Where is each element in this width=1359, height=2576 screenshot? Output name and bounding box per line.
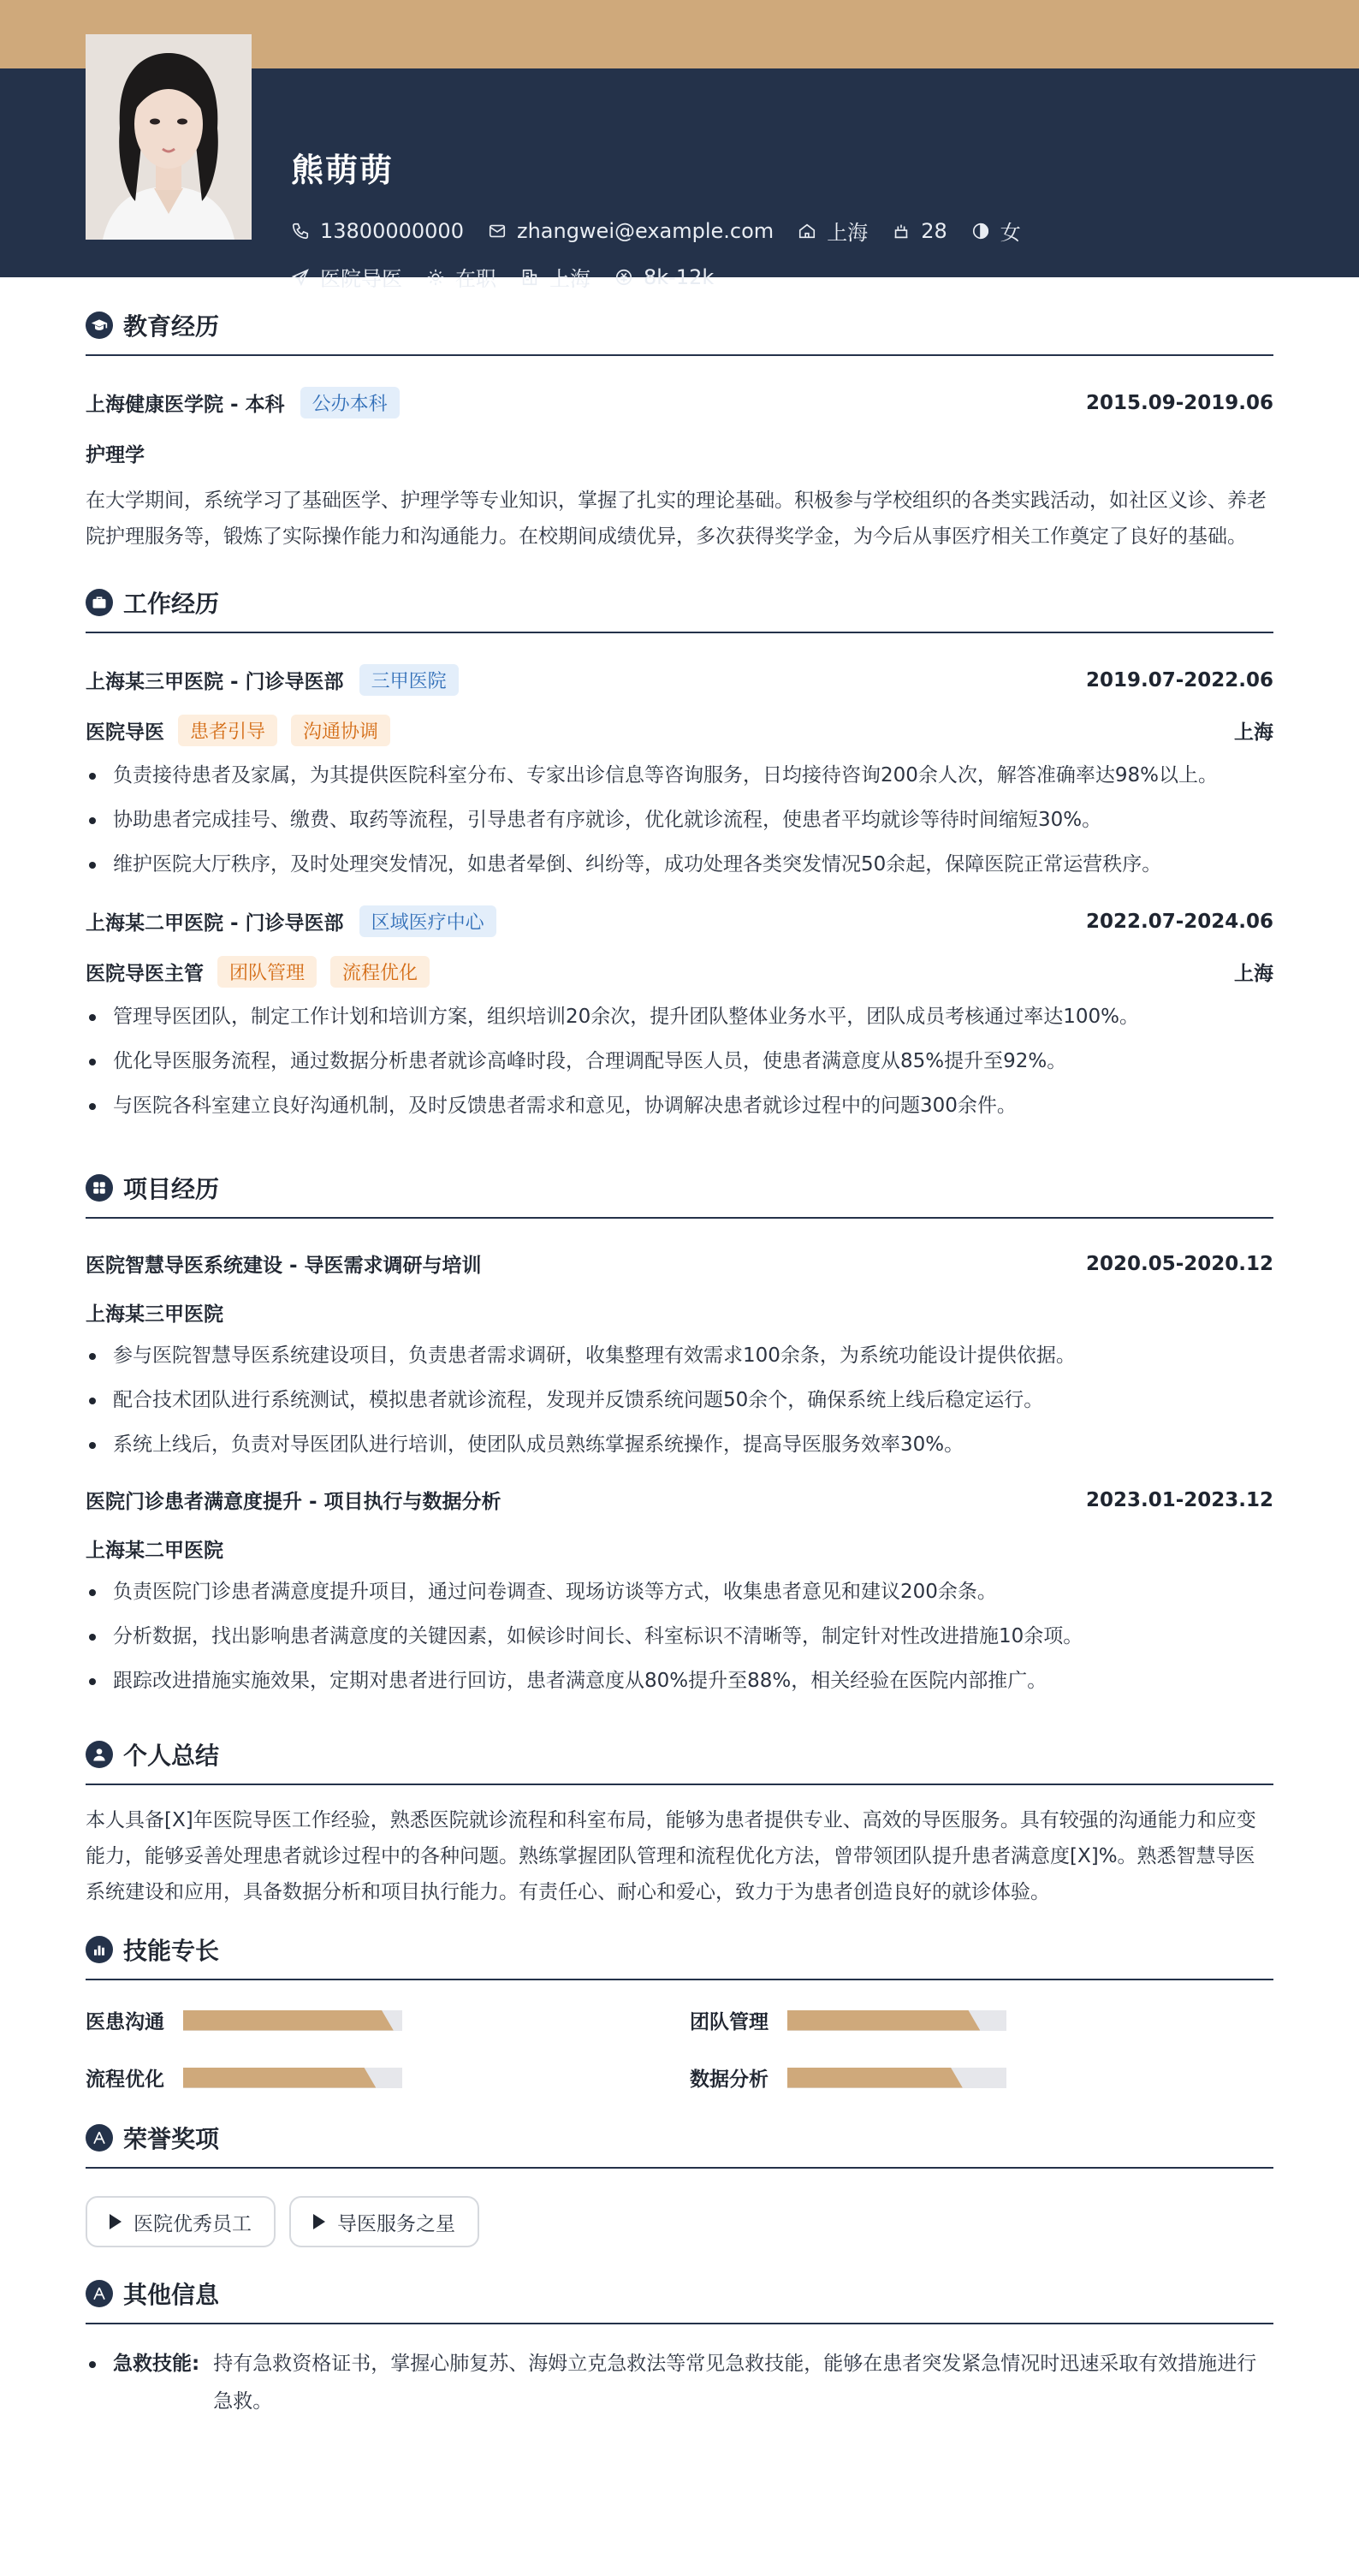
list-item: 配合技术团队进行系统测试，模拟患者就诊流程，发现并反馈系统问题50余个，确保系统上线后稳定运行。 (86, 1378, 1273, 1422)
list-item: 分析数据，找出影响患者满意度的关键因素，如候诊时间长、科室标识不清晰等，制定针对性改进措施10余项。 (86, 1614, 1273, 1659)
other-heading (86, 2276, 1273, 2324)
skill-name: 团队管理 (690, 2011, 769, 2033)
gender-text: 女 (1000, 221, 1021, 245)
job-header (86, 905, 1273, 937)
other-label: 急救技能: (113, 2353, 200, 2375)
job-bullets (86, 994, 1273, 1128)
status-text: 在职 (455, 267, 496, 291)
grid-icon (86, 1174, 113, 1202)
awards-section (86, 2121, 1273, 2247)
role-line (86, 715, 390, 746)
mail-icon (488, 222, 507, 240)
project-bullets (86, 1333, 1273, 1467)
education-section (86, 308, 1273, 555)
awards-list (86, 2196, 1273, 2247)
job-entry (86, 905, 1273, 1128)
project-org: 上海某二甲医院 (86, 1540, 223, 1562)
skill-name: 数据分析 (690, 2069, 769, 2091)
skill-fill (183, 2068, 376, 2088)
list-item: 管理导医团队，制定工作计划和培训方案，组织培训20余次，提升团队整体业务水平，团队成员考核通过率达100%。 (86, 994, 1273, 1039)
skills-grid (86, 2006, 1273, 2092)
skill-bar (183, 2010, 402, 2031)
phone-item (291, 219, 464, 243)
job-date: 2022.07-2024.06 (1085, 910, 1273, 933)
list-item: 参与医院智慧导医系统建设项目，负责患者需求调研，收集整理有效需求100余条，为系统功能设计提供依据。 (86, 1333, 1273, 1378)
skill-bar (183, 2068, 402, 2088)
job-role: 医院导医 (86, 721, 164, 744)
skills-heading (86, 1932, 1273, 1980)
list-item: 系统上线后，负责对导医团队进行培训，使团队成员熟练掌握系统操作，提高导医服务效率30%。 (86, 1422, 1273, 1467)
school-name: 上海健康医学院 - 本科 (86, 394, 285, 416)
company-name: 上海某三甲医院 - 门诊导医部 (86, 671, 344, 693)
award-icon (86, 2124, 113, 2152)
skills-section (86, 1932, 1273, 2092)
skill-bar (787, 2068, 1006, 2088)
list-item: 负责医院门诊患者满意度提升项目，通过问卷调查、现场访谈等方式，收集患者意见和建议200余条。 (86, 1570, 1273, 1614)
target-city-text: 上海 (549, 267, 590, 291)
skill-item (690, 2006, 1273, 2034)
education-heading (86, 308, 1273, 356)
list-item: 跟踪改进措施实施效果，定期对患者进行回访，患者满意度从80%提升至88%，相关经验在医院内部推广。 (86, 1659, 1273, 1703)
project-name: 医院智慧导医系统建设 - 导医需求调研与培训 (86, 1255, 482, 1277)
other-text: 持有急救资格证书，掌握心肺复苏、海姆立克急救法等常见急救技能，能够在患者突发紧急情况时迅速采取有效措施进行急救。 (213, 2353, 1257, 2413)
bar-chart-icon (86, 1936, 113, 1963)
email-text: zhangwei@example.com (516, 218, 774, 243)
other-title: 其他信息 (123, 2281, 220, 2309)
city-text: 上海 (827, 221, 869, 245)
user-icon (86, 1741, 113, 1768)
skill-name: 流程优化 (86, 2069, 164, 2091)
award-badge (86, 2196, 276, 2247)
age-item (892, 219, 947, 243)
skill-tag: 团队管理 (217, 956, 317, 988)
company-tag: 三甲医院 (359, 664, 459, 696)
target-job-text: 医院导医 (320, 267, 402, 291)
company-tag: 区域医疗中心 (359, 905, 496, 937)
major: 护理学 (86, 444, 145, 466)
city-item (798, 216, 868, 246)
skills-title: 技能专长 (123, 1937, 220, 1965)
project-entry (86, 1486, 1273, 1703)
resume-body (86, 277, 1273, 2420)
graduation-cap-icon (86, 312, 113, 339)
job-header (86, 664, 1273, 696)
project-title: 项目经历 (123, 1175, 220, 1203)
job-bullets (86, 753, 1273, 887)
skill-bar (787, 2010, 1006, 2031)
project-heading (86, 1171, 1273, 1219)
summary-section (86, 1737, 1273, 1910)
play-icon (110, 2214, 122, 2229)
work-title: 工作经历 (123, 590, 220, 618)
gender-item (971, 216, 1021, 246)
education-title: 教育经历 (123, 312, 220, 341)
salary-text: 8k-12k (644, 264, 715, 289)
job-role: 医院导医主管 (86, 963, 204, 985)
job-location: 上海 (1234, 721, 1273, 744)
job-location: 上海 (1234, 963, 1273, 985)
summary-text: 本人具备[X]年医院导医工作经验，熟悉医院就诊流程和科室布局，能够为患者提供专业、高效的导医服务。具有较强的沟通能力和应变能力，能够妥善处理患者就诊过程中的各种问题。熟练掌握团队管理和流程优化方法，曾带领团队提升患者满意度[X]%。熟悉智慧导医系统建设和应用，具备数据分析和项目执行能力。有责任心、耐心和爱心，致力于为患者创造良好的就诊体验。 (86, 1809, 1256, 1903)
skill-item (690, 2063, 1273, 2092)
education-entry-header (86, 387, 1273, 418)
list-item: 负责接待患者及家属，为其提供医院科室分布、专家出诊信息等咨询服务，日均接待咨询200余人次，解答准确率达98%以上。 (86, 753, 1273, 798)
project-date: 2023.01-2023.12 (1085, 1488, 1273, 1511)
project-org: 上海某三甲医院 (86, 1303, 223, 1326)
skill-fill (787, 2068, 963, 2088)
project-bullets (86, 1570, 1273, 1703)
school-tag: 公办本科 (300, 387, 400, 418)
skill-item (86, 2063, 690, 2092)
other-section (86, 2276, 1273, 2420)
project-section (86, 1171, 1273, 1703)
education-description: 在大学期间，系统学习了基础医学、护理学等专业知识，掌握了扎实的理论基础。积极参与学校组织的各类实践活动，如社区义诊、养老院护理服务等，锻炼了实际操作能力和沟通能力。在校期间成绩优异，多次获得奖学金，为今后从事医疗相关工作奠定了良好的基础。 (86, 490, 1267, 548)
skill-item (86, 2006, 690, 2034)
job-role-row (86, 956, 1273, 988)
awards-heading (86, 2121, 1273, 2169)
email-item (488, 219, 774, 243)
skill-tag: 沟通协调 (291, 715, 390, 746)
briefcase-icon (86, 589, 113, 616)
job-entry (86, 664, 1273, 887)
education-date: 2015.09-2019.06 (1085, 391, 1273, 414)
phone-text: 13800000000 (320, 218, 464, 243)
play-icon (313, 2214, 325, 2229)
summary-heading (86, 1737, 1273, 1785)
contact-line (291, 216, 1021, 246)
info-icon (86, 2280, 113, 2307)
project-date: 2020.05-2020.12 (1085, 1252, 1273, 1275)
company-line (86, 664, 459, 696)
skill-tag: 患者引导 (178, 715, 277, 746)
skill-fill (787, 2010, 980, 2031)
job-role-row (86, 715, 1273, 746)
award-label: 导医服务之星 (337, 2212, 455, 2235)
list-item: 维护医院大厅秩序，及时处理突发情况，如患者晕倒、纠纷等，成功处理各类突发情况50余起，保障医院正常运营秩序。 (86, 842, 1273, 887)
profile-photo (86, 34, 252, 240)
skill-tag: 流程优化 (330, 956, 430, 988)
company-name: 上海某二甲医院 - 门诊导医部 (86, 912, 344, 935)
gender-icon (971, 222, 990, 240)
list-item: 优化导医服务流程，通过数据分析患者就诊高峰时段，合理调配导医人员，使患者满意度从85%提升至92%。 (86, 1039, 1273, 1083)
award-label: 医院优秀员工 (134, 2212, 252, 2235)
project-entry (86, 1249, 1273, 1467)
age-text: 28 (921, 218, 947, 243)
project-header (86, 1249, 1273, 1278)
cake-icon (892, 222, 911, 240)
awards-title: 荣誉奖项 (123, 2125, 220, 2153)
phone-icon (291, 222, 310, 240)
skill-fill (183, 2010, 394, 2031)
home-icon (798, 222, 816, 240)
candidate-name: 熊萌萌 (291, 151, 395, 189)
list-item: 协助患者完成挂号、缴费、取药等流程，引导患者有序就诊，优化就诊流程，使患者平均就诊等待时间缩短30%。 (86, 798, 1273, 842)
role-line (86, 956, 430, 988)
list-item (86, 2345, 1273, 2420)
project-name: 医院门诊患者满意度提升 - 项目执行与数据分析 (86, 1491, 501, 1513)
school-line (86, 387, 400, 418)
work-heading (86, 585, 1273, 633)
skill-name: 医患沟通 (86, 2011, 164, 2033)
summary-title: 个人总结 (123, 1742, 220, 1770)
award-badge (289, 2196, 479, 2247)
company-line (86, 905, 496, 937)
list-item: 与医院各科室建立良好沟通机制，及时反馈患者需求和意见，协调解决患者就诊过程中的问题300余件。 (86, 1083, 1273, 1128)
project-header (86, 1486, 1273, 1514)
job-date: 2019.07-2022.06 (1085, 668, 1273, 691)
work-section (86, 585, 1273, 1128)
